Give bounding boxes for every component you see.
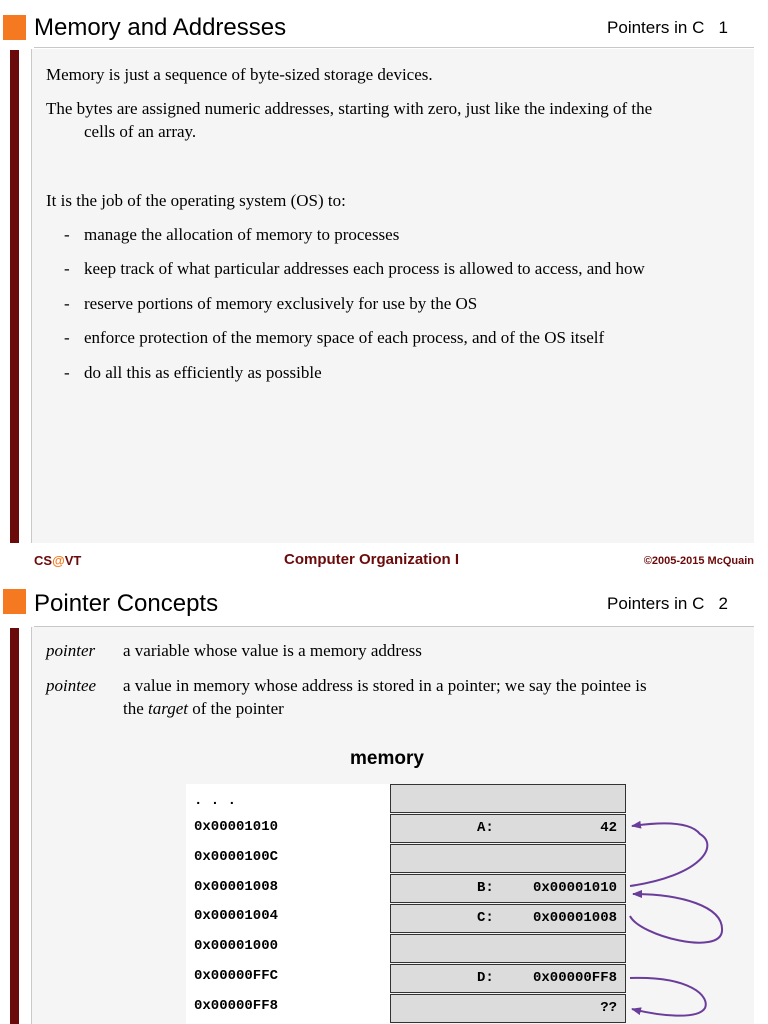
bullet-text: enforce protection of the memory space of each process, and of the OS itself [84, 328, 605, 347]
arrow-d-to-target [630, 978, 706, 1016]
bullet-text: reserve portions of memory exclusively for use by the OS [84, 294, 478, 313]
cell-variable-name: C: [477, 910, 494, 926]
page-number: 1 [718, 18, 728, 37]
address-ellipsis: . . . [194, 793, 237, 809]
bullet-item [64, 327, 604, 349]
term-pointee: pointee [46, 676, 97, 695]
footer-vt: VT [64, 553, 82, 568]
footer-copyright: ©2005-2015 McQuain [643, 555, 754, 567]
term-pointer: pointer [46, 641, 96, 660]
cell-value: ?? [600, 1000, 617, 1016]
intro-paragraph-2-line-2: cells of an array. [84, 122, 197, 141]
bullet-item [64, 258, 645, 280]
definition-pointee-text: the [123, 699, 149, 718]
intro-paragraph-2-line-1: The bytes are assigned numeric addresses, starting with zero, just like the indexing of the [46, 99, 653, 118]
cell-variable-name: D: [477, 970, 494, 986]
footer-course: Computer Organization I [284, 551, 460, 568]
address-label: 0x00000FF8 [194, 998, 279, 1014]
memory-heading: memory [350, 748, 424, 769]
arrow-c-to-b [630, 894, 722, 943]
bullet-marker: - [64, 225, 70, 244]
bullet-marker: - [64, 328, 70, 347]
cell-value: 0x00000FF8 [532, 970, 617, 986]
footer-at: @ [52, 553, 65, 568]
definition-pointee-text-end: of the pointer [188, 699, 284, 718]
cell-variable-name: B: [477, 880, 494, 896]
bullet-marker: - [64, 259, 70, 278]
slide-header-right [607, 18, 728, 38]
address-label: 0x00001008 [194, 879, 279, 895]
bullet-text: manage the allocation of memory to processes [84, 225, 400, 244]
bullet-item [64, 224, 399, 246]
address-label: 0x00001000 [194, 938, 279, 954]
bullet-item [64, 293, 477, 315]
address-label: 0x00001010 [194, 819, 279, 835]
cell-value: 0x00001010 [532, 880, 617, 896]
cell-value: 42 [600, 820, 617, 836]
intro-paragraph-1: Memory is just a sequence of byte-sized storage devices. [46, 65, 433, 84]
address-label: 0x00000FFC [194, 968, 279, 984]
title-accent-square [3, 15, 26, 40]
arrow-b-to-a [630, 823, 707, 886]
definition-pointee-target: target [148, 699, 189, 718]
footer-cs: CS [34, 553, 53, 568]
slide-title: Memory and Addresses [34, 14, 287, 41]
cell-value: 0x00001008 [532, 910, 617, 926]
definition-pointee-line-1: a value in memory whose address is stored in a pointer; we say the pointee is [123, 676, 647, 695]
address-label: 0x0000100C [194, 849, 279, 865]
os-intro-paragraph: It is the job of the operating system (OS) to: [46, 191, 346, 210]
title-divider [34, 47, 754, 48]
definition-pointer: a variable whose value is a memory address [123, 641, 422, 660]
address-label: 0x00001004 [194, 908, 279, 924]
cell-variable-name: A: [477, 820, 494, 836]
footer-institution [34, 553, 81, 568]
page-number: 2 [718, 594, 728, 613]
header-topic: Pointers in C [607, 594, 705, 613]
bullet-marker: - [64, 294, 70, 313]
bullet-marker: - [64, 363, 70, 382]
left-accent-bar [10, 50, 19, 543]
slide-pointer-concepts [0, 576, 768, 1024]
pointer-arrows [0, 576, 768, 1024]
header-topic: Pointers in C [607, 18, 705, 37]
bullet-text: do all this as efficiently as possible [84, 363, 322, 382]
intro-paragraph-2 [46, 97, 744, 143]
bullet-text: keep track of what particular addresses each process is allowed to access, and how [84, 259, 645, 278]
bullet-item [64, 362, 322, 384]
slide-title: Pointer Concepts [34, 590, 219, 617]
